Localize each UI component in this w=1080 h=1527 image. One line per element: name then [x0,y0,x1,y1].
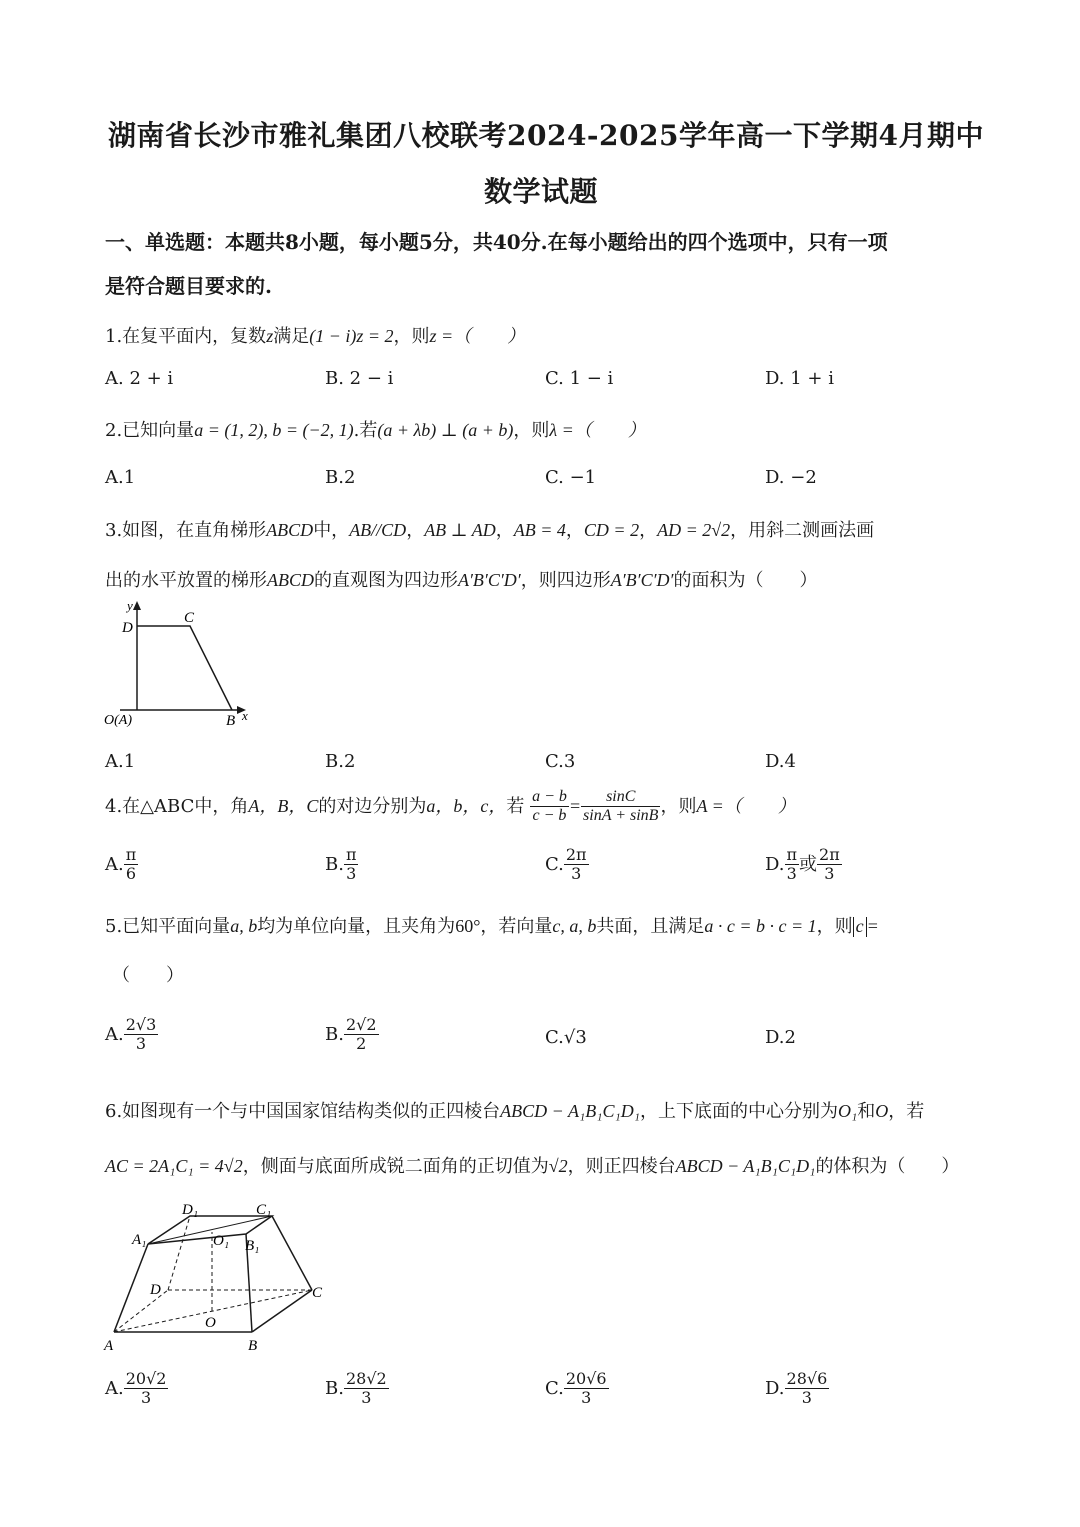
q5-option-d[interactable] [765,1027,796,1048]
q4-ask: A =（ ） [696,795,796,816]
q3-label-c: C [184,610,195,626]
q6-label-d: D [150,1282,161,1298]
q4-option-d[interactable] [765,846,842,884]
q6-line1-prefix: 6.如图现有一个与中国国家馆结构类似的正四棱台 [105,1101,501,1122]
q1-option-b[interactable]: B. 2 − i [325,368,394,389]
q4-lhs-fraction [530,788,569,826]
q3-ad: AD = 2√2 [657,520,731,540]
q3-label-d: D [122,620,133,636]
q6-o: O [875,1101,889,1121]
q6-o1: O₁ [838,1101,858,1121]
q6-option-b-label: B. [325,1377,344,1399]
q2-option-d[interactable]: D. −2 [765,467,817,488]
q5-mid2: ，若向量 [480,916,553,937]
question-3-line2 [105,566,818,592]
q4-option-a-num: π [125,845,137,864]
q6-label-a: A [104,1338,114,1354]
q3-ab: AB = 4 [513,520,566,540]
q6-option-a-frac [124,1370,169,1408]
q6-option-a-num: 20√2 [125,1369,167,1388]
q6-option-d-frac [785,1370,830,1408]
q5-option-c-label: C. [545,1027,564,1048]
q2-prefix: 2.已知向量 [105,420,195,441]
q3-line2-prefix: 出的水平放置的梯形 [105,570,267,591]
q5-abs-c: c [853,917,867,937]
q6-option-d-num: 28√6 [786,1369,828,1388]
q4-vars: A，B，C [248,795,319,816]
q3-abcd: ABCD [266,520,314,540]
q3-option-b[interactable]: B.2 [325,751,356,772]
q6-option-b-frac [344,1370,389,1408]
q5-option-d-text: 2 [784,1027,796,1048]
q6-lateral-cc1 [272,1216,312,1290]
q3-trapezoid-figure [100,596,270,732]
q3-y-arrow [133,601,141,610]
q6-frustum-figure [100,1196,340,1356]
q4-option-a-den: 6 [125,864,137,884]
q4-option-a[interactable] [105,846,138,884]
q6-he: 和 [857,1101,876,1122]
q1-mid: 满足 [273,326,310,347]
q6-option-c-den: 3 [581,1388,592,1408]
q5-option-a-frac [124,1016,159,1054]
question-3-line1: 3.如图，在直角梯形ABCD中，AB//CD，AB ⊥ AD，AB = 4，CD = 2，AD = 2√2，用斜二测画法画 [105,520,875,541]
q6-line1-mid: ，上下底面的中心分别为 [640,1101,839,1122]
q4-rhs-den: sinA + sinB [583,807,659,825]
q5-option-b[interactable] [325,1016,379,1054]
q5-mid3: 共面，且满足 [596,916,705,937]
q4-option-d-frac1 [785,846,800,884]
q4-option-b-num: π [345,845,357,864]
q3-line1-prefix: 3.如图，在直角梯形 [105,520,267,541]
q5-option-c[interactable] [545,1027,587,1048]
q2-ask: λ =（ ） [549,420,646,440]
q4-option-c-frac [564,846,589,884]
q2-mid: .若 [353,420,378,441]
q6-option-d[interactable] [765,1370,829,1408]
q4-option-d-den2: 3 [824,864,835,884]
q6-option-c[interactable] [545,1370,609,1408]
q5-option-a-label: A. [105,1023,124,1045]
q6-option-d-den: 3 [801,1388,812,1408]
q4-option-d-num1: π [786,845,798,864]
q1-option-c[interactable]: C. 1 − i [545,368,614,389]
q3-label-y: y [127,598,133,613]
q1-equation: (1 − i)z = 2 [309,326,394,346]
q3-option-a[interactable]: A.1 [105,751,136,772]
q3-quad-2: A′B′C′D′ [610,570,674,590]
q6-line1-suffix: ，若 [888,1101,925,1122]
q3-line1-suffix: ，用斜二测画法画 [730,520,875,541]
q4-option-a-label: A. [105,853,124,875]
q3-line2-mid: 的直观图为四边形 [314,570,458,591]
q2-suffix: ，则 [513,420,550,441]
q4-option-d-den1: 3 [786,864,797,884]
q4-option-d-or: 或 [799,853,818,875]
q1-option-d[interactable]: D. 1 + i [765,368,834,389]
q3-quad: A′B′C′D′ [458,570,521,590]
q6-label-b1: B₁ [245,1238,260,1254]
q5-option-a-den: 3 [135,1034,147,1054]
q4-rhs-num: sinC [581,788,660,807]
q6-line2-suffix: 的体积为（ ） [815,1156,960,1177]
q2-vectors: a = (1, 2), b = (−2, 1) [194,420,354,440]
q6-option-d-label: D. [765,1377,785,1399]
question-2 [105,416,646,442]
q6-option-b-num: 28√2 [345,1369,387,1388]
q6-option-a[interactable] [105,1370,168,1408]
q5-cab: c, a, b [552,916,597,936]
q5-option-b-num: 2√2 [345,1015,377,1034]
q5-mid1: 均为单位向量，且夹角为 [257,916,456,937]
q6-option-c-frac [564,1370,609,1408]
q3-parallel: AB//CD [349,520,407,540]
q3-line1-mid: 中， [313,520,350,541]
q4-suffix: ，则 [660,795,697,817]
q6-lateral-dd1 [168,1216,190,1290]
q1-prefix: 1.在复平面内，复数 [105,326,267,347]
q1-ask: z =（ ） [429,326,526,346]
q4-lhs-num: a − b [530,788,569,807]
q6-option-b-den: 3 [361,1388,372,1408]
q4-mid: 的对边分别为 [318,795,427,817]
question-4 [105,788,796,826]
q4-rhs-fraction [581,788,660,826]
q4-equals: = [568,795,582,816]
q5-option-d-label: D. [765,1027,785,1048]
q4-option-c[interactable] [545,846,589,884]
q6-frustum: ABCD − A₁B₁C₁D₁ [500,1101,641,1121]
q5-equals: = [866,916,879,936]
q4-option-b-label: B. [325,853,344,875]
q3-label-o: O(A) [104,713,132,728]
page-title-line1: 湖南省长沙市雅礼集团八校联考2024-2025学年高一下学期4月期中 [108,119,984,152]
q2-option-a[interactable]: A.1 [105,467,136,488]
q3-option-c[interactable]: C.3 [545,751,576,772]
q6-option-a-den: 3 [141,1388,152,1408]
q1-option-a[interactable]: A. 2 + i [105,368,174,389]
q6-line2-mid2: ，则正四棱台 [567,1156,676,1177]
q3-label-b: B [226,713,236,729]
q6-label-o1: O₁ [213,1233,230,1249]
q4-option-b[interactable] [325,846,358,884]
q6-label-a1: A₁ [132,1232,147,1248]
q6-option-b[interactable] [325,1370,389,1408]
q4-prefix: 4.在△ABC中，角 [105,795,249,817]
q6-label-c1: C₁ [256,1202,272,1218]
q4-option-d-label: D. [765,853,785,875]
q3-perp: AB ⊥ AD [424,520,496,540]
q4-ruo: 若 [506,795,525,817]
q5-option-c-text: √3 [563,1027,587,1048]
q5-ask: （ ） [112,965,184,986]
q4-option-b-frac [344,846,359,884]
q3-cd: CD = 2 [583,520,640,540]
page-title-line2: 数学试题 [484,175,599,208]
question-1 [105,322,525,348]
q4-option-d-num2: 2π [819,845,840,864]
q1-suffix: ，则 [393,326,430,347]
q5-angle: 60° [455,916,481,936]
q2-condition: (a + λb) ⊥ (a + b) [377,420,514,440]
q4-option-c-den: 3 [571,864,582,884]
q4-option-a-frac [124,846,139,884]
q3-abcd-2: ABCD [267,570,314,590]
q4-option-c-num: 2π [565,845,587,864]
q5-mid4: ，则 [816,916,853,937]
q5-prefix: 5.已知平面向量 [105,916,231,937]
q4-option-b-den: 3 [346,864,357,884]
q5-option-a[interactable] [105,1016,158,1054]
q6-option-a-label: A. [105,1377,124,1399]
q4-sides: a，b，c， [426,795,507,816]
q5-ab: a, b [230,916,258,936]
q4-option-d-frac2 [817,846,842,884]
q6-label-b: B [248,1338,258,1354]
q5-dot: a · c = b · c = 1 [704,916,817,936]
question-6-line1 [105,1097,924,1123]
q6-label-d1: D₁ [182,1202,199,1218]
q5-option-b-den: 2 [356,1034,367,1054]
q2-option-c[interactable]: C. −1 [545,467,597,488]
q6-frustum-2: ABCD − A₁B₁C₁D₁ [675,1156,816,1176]
question-6-line2 [105,1152,959,1178]
q4-lhs-den: c − b [532,807,567,825]
question-5 [105,912,879,938]
q1-var-z: z [266,326,274,346]
q3-option-d[interactable]: D.4 [765,751,796,772]
q6-line2-eq: AC = 2A₁C₁ = 4√2 [105,1156,243,1176]
section-header-line2: 是符合题目要求的. [105,274,272,298]
q6-tan: √2 [548,1156,568,1176]
q5-option-b-label: B. [325,1023,344,1045]
q5-option-a-num: 2√3 [125,1015,157,1034]
q3-trapezoid [137,626,232,710]
q6-label-o: O [205,1315,216,1331]
q5-option-b-frac [344,1016,379,1054]
q3-line2-mid2: ，则四边形 [520,570,611,591]
q6-line2-mid: ，侧面与底面所成锐二面角的正切值为 [242,1156,549,1177]
section-header-line1: 一、单选题：本题共8小题，每小题5分，共40分.在每小题给出的四个选项中，只有一项 [105,230,888,254]
q6-option-c-num: 20√6 [565,1369,607,1388]
q3-label-x: x [242,708,248,723]
q6-option-c-label: C. [545,1377,564,1399]
q4-option-c-label: C. [545,853,564,875]
q3-line2-suffix: 的面积为（ ） [673,570,818,591]
q6-label-c: C [312,1285,323,1301]
q2-option-b[interactable]: B.2 [325,467,356,488]
